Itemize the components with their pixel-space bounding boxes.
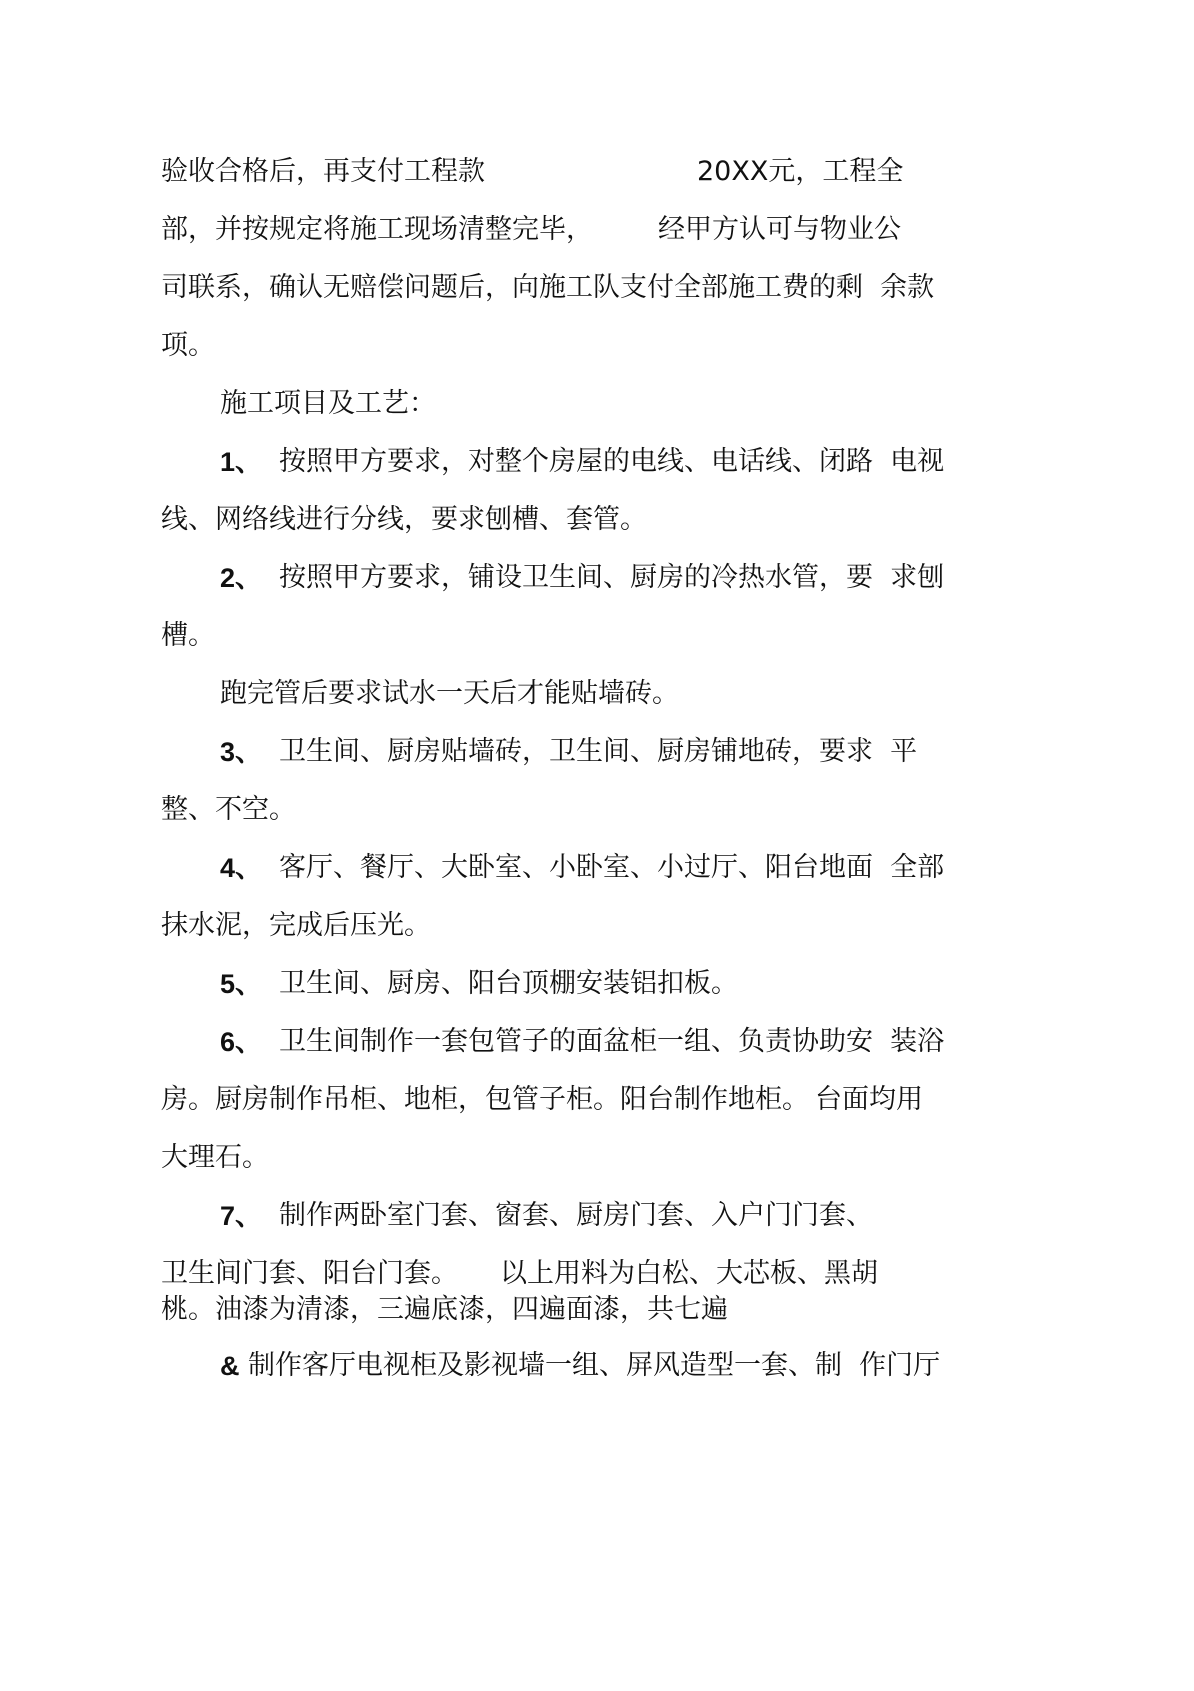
text-line: 大理石。: [161, 1142, 269, 1173]
text-line: 客厅、餐厅、大卧室、小卧室、小过厅、阳台地面 全部: [279, 852, 945, 883]
text-line: 房。厨房制作吊柜、地柜，包管子柜。阳台制作地柜。: [161, 1084, 809, 1115]
text-line: 司联系，确认无赔偿问题后，向施工队支付全部施工费的剩 余款: [161, 272, 935, 303]
text-line: 制作客厅电视柜及影视墙一组、屏风造型一套、制 作门厅: [248, 1350, 941, 1381]
text-line: 按照甲方要求，对整个房屋的电线、电话线、闭路 电视: [279, 446, 945, 477]
text-line: 以上用料为白松、大芯板、黑胡: [500, 1258, 878, 1289]
item-number: 6、: [220, 1027, 263, 1057]
text-line: 20XX元，工程全: [697, 156, 904, 187]
text-line: 制作两卧室门套、窗套、厨房门套、入户门门套、: [279, 1200, 873, 1231]
text-line: 项。: [161, 330, 215, 361]
text-line: 卫生间、厨房贴墙砖，卫生间、厨房铺地砖，要求 平: [279, 736, 918, 767]
item-number: 5、: [220, 969, 263, 999]
text-line: 整、不空。: [161, 794, 296, 825]
text-line: 验收合格后，再支付工程款: [161, 156, 485, 187]
item-number: 7、: [220, 1201, 263, 1231]
item-number: 3、: [220, 737, 263, 767]
text-line: 抹水泥，完成后压光。: [161, 910, 431, 941]
text-line: 桃。油漆为清漆，三遍底漆，四遍面漆，共七遍: [161, 1294, 728, 1325]
text-line: 线、网络线进行分线，要求刨槽、套管。: [161, 504, 647, 535]
text-line: 经甲方认可与物业公: [658, 214, 901, 245]
text-line: 台面均用: [815, 1084, 923, 1115]
text-line: 部，并按规定将施工现场清整完毕，: [161, 214, 593, 245]
text-line: 槽。: [161, 620, 215, 651]
item-number: &: [220, 1351, 240, 1381]
section-heading: 施工项目及工艺：: [220, 388, 436, 419]
text-line: 卫生间、厨房、阳台顶棚安装铝扣板。: [279, 968, 738, 999]
item-number: 4、: [220, 853, 263, 883]
item-number: 2、: [220, 563, 263, 593]
item-number: 1、: [220, 447, 263, 477]
text-line: 跑完管后要求试水一天后才能贴墙砖。: [220, 678, 679, 709]
text-line: 卫生间门套、阳台门套。: [161, 1258, 458, 1289]
text-line: 卫生间制作一套包管子的面盆柜一组、负责协助安 装浴: [279, 1026, 945, 1057]
text-line: 按照甲方要求，铺设卫生间、厨房的冷热水管，要 求刨: [279, 562, 945, 593]
